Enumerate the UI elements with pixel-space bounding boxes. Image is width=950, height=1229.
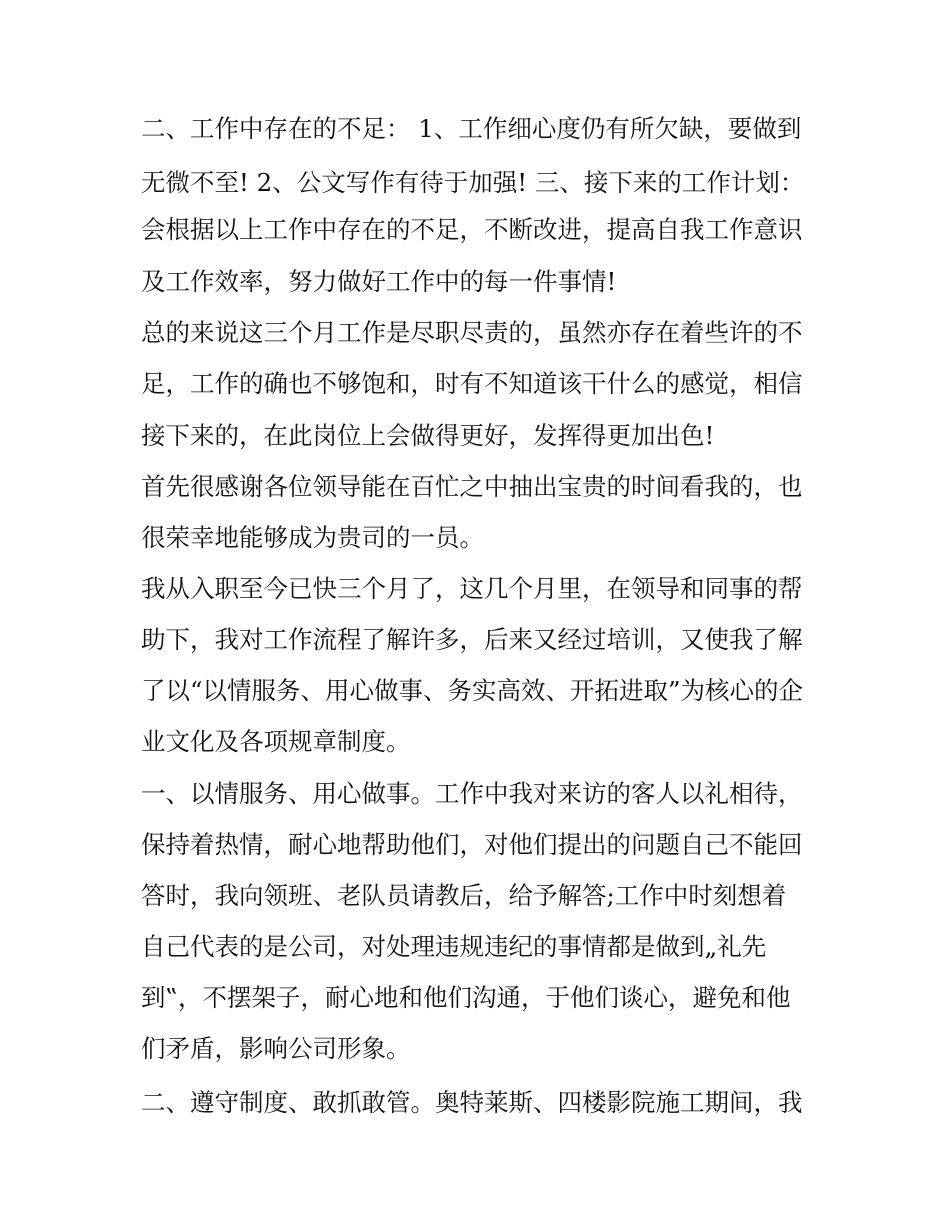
text-line: 总的来说这三个月工作是尽职尽责的，虽然亦存在着些许的不	[141, 318, 803, 347]
text-line: 们矛盾，影响公司形象。	[141, 1034, 411, 1063]
text-line: 一、以情服务、用心做事。工作中我对来访的客人以礼相待，	[141, 779, 803, 808]
text-line: 自己代表的是公司，对处理违规违纪的事情都是做到„礼先	[141, 932, 767, 961]
text-line: 二、工作中存在的不足： 1、工作细心度仍有所欠缺，要做到	[141, 114, 802, 143]
text-line: 接下来的，在此岗位上会做得更好，发挥得更加出色!	[141, 421, 715, 450]
text-line: 业文化及各项规章制度。	[141, 727, 411, 756]
text-line: 保持着热情，耐心地帮助他们，对他们提出的问题自己不能回	[141, 830, 803, 859]
text-line: 二、遵守制度、敢抓敢管。奥特莱斯、四楼影院施工期间，我	[141, 1088, 803, 1117]
text-line: 及工作效率，努力做好工作中的每一件事情!	[141, 267, 617, 296]
text-line: 很荣幸地能够成为贵司的一员。	[141, 523, 484, 552]
text-line: 会根据以上工作中存在的不足，不断改进，提高自我工作意识	[141, 215, 803, 244]
text-line: 足，工作的确也不够饱和，时有不知道该干什么的感觉，相信	[141, 369, 803, 398]
text-line: 无微不至! 2、公文写作有待于加强! 三、接下来的工作计划：	[141, 168, 805, 197]
text-line: 我从入职至今已快三个月了，这几个月里，在领导和同事的帮	[141, 574, 803, 603]
text-line: 到‟，不摆架子，耐心地和他们沟通，于他们谈心，避免和他	[141, 983, 791, 1012]
text-line: 答时，我向领班、老队员请教后，给予解答;工作中时刻想着	[141, 881, 787, 910]
text-line: 首先很感谢各位领导能在百忙之中抽出宝贵的时间看我的，也	[141, 472, 803, 501]
text-line: 了以“以情服务、用心做事、务实高效、开拓进取”为核心的企	[141, 676, 804, 705]
text-line: 助下，我对工作流程了解许多，后来又经过培训，又使我了解	[141, 625, 803, 654]
